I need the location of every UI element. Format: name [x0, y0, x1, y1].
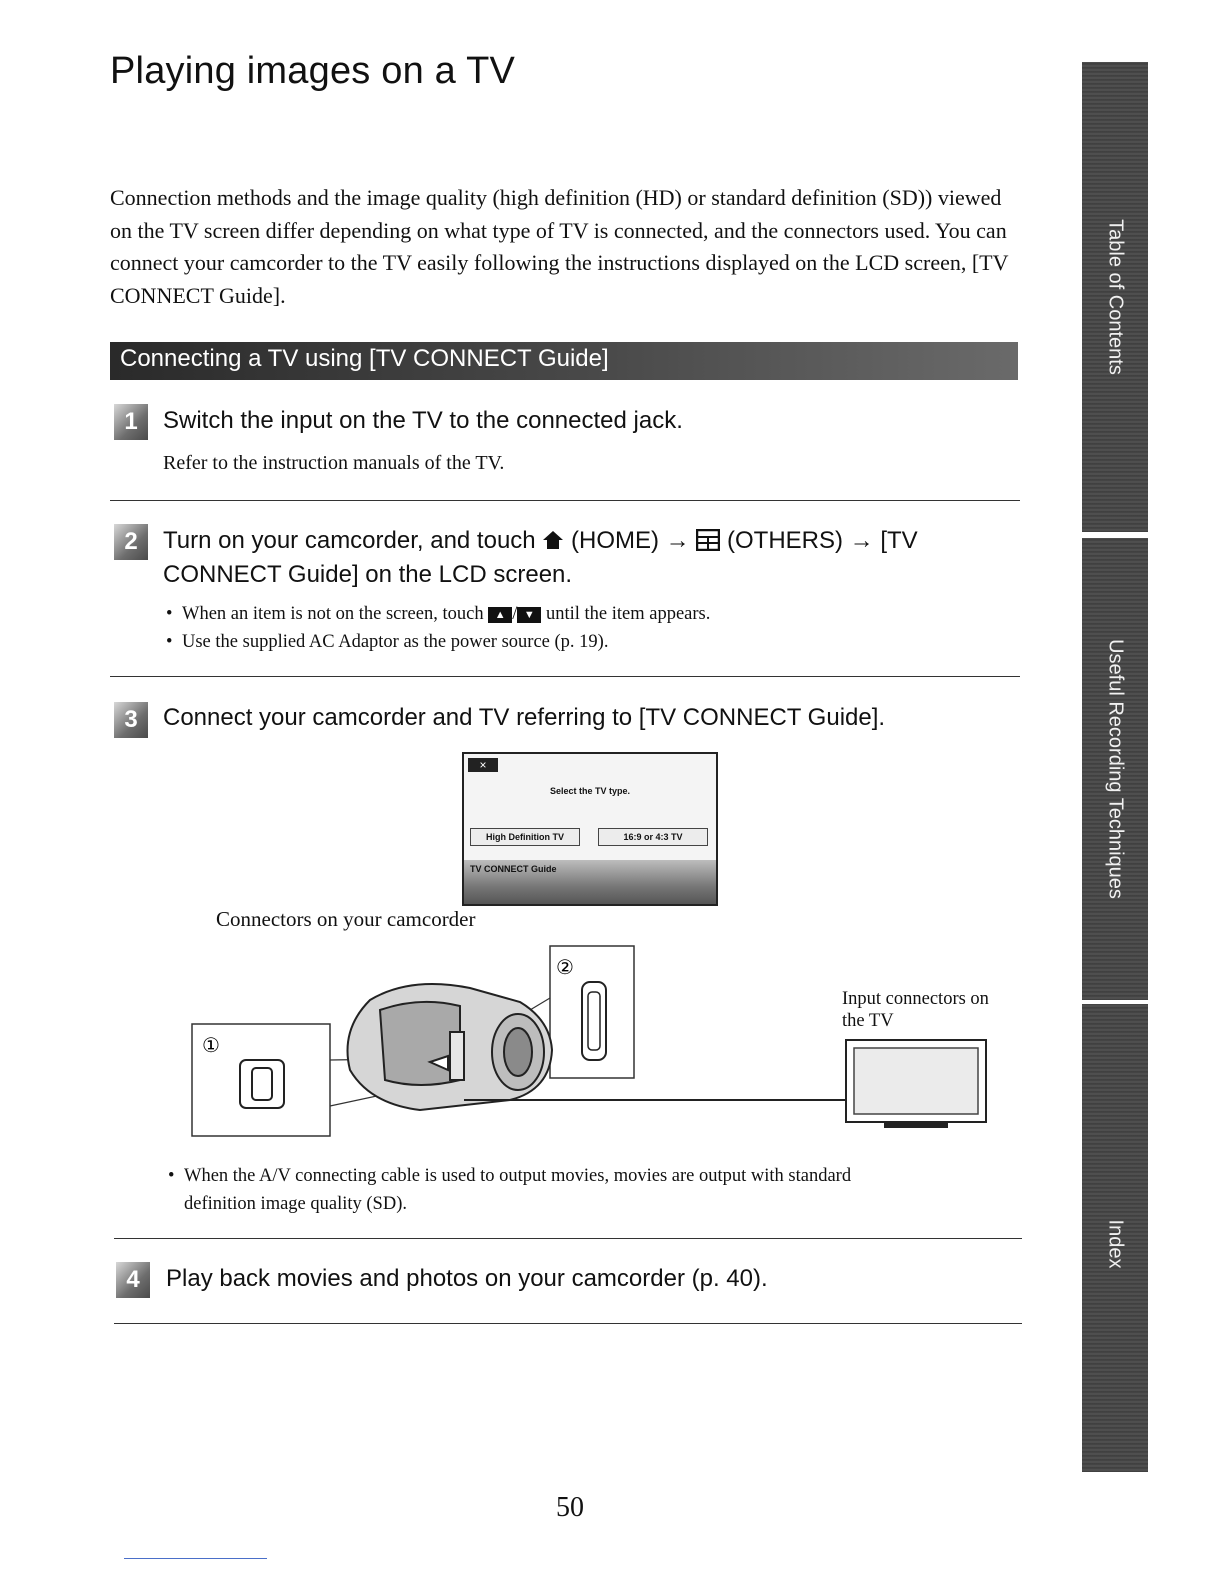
tab-index[interactable] — [1082, 1004, 1148, 1472]
others-icon — [696, 529, 720, 551]
lcd-option-sd: 16:9 or 4:3 TV — [598, 828, 708, 846]
camcorder-caption: Connectors on your camcorder — [216, 907, 476, 931]
step-3-bullet — [184, 1162, 1024, 1218]
scroll-up-icon: ▲ — [488, 607, 512, 623]
lcd-option-hd: High Definition TV — [470, 828, 580, 846]
home-label: (HOME) — [571, 527, 659, 554]
step-2-badge: 2 — [114, 524, 148, 560]
bullet-text: When an item is not on the screen, touch — [182, 604, 484, 624]
page-title: Playing images on a TV — [110, 50, 516, 92]
step-2-bullet-1: • When an item is not on the screen, touch ▲ / ▼ until the item appears. — [182, 600, 710, 628]
tv-icon — [846, 1040, 986, 1128]
step-2-text-b: [TV — [880, 527, 918, 554]
step-1-note: Refer to the instruction manuals of the TV. — [163, 452, 505, 474]
tab-label: Index — [1104, 1219, 1127, 1269]
tv-caption-line-1: Input connectors on — [842, 989, 989, 1009]
home-icon — [542, 530, 564, 550]
tab-label: Useful Recording Techniques — [1104, 639, 1127, 899]
bottom-link-underline[interactable] — [124, 1558, 267, 1559]
section-header-bar — [110, 342, 1018, 380]
lcd-screen-image — [462, 752, 718, 906]
step-4-badge: 4 — [116, 1262, 150, 1298]
tab-label: Table of Contents — [1104, 219, 1127, 375]
lcd-prompt: Select the TV type. — [549, 786, 631, 796]
step-4-heading: Play back movies and photos on your camcorder (p. 40). — [166, 1265, 768, 1292]
tab-useful-recording-techniques[interactable] — [1082, 538, 1148, 1000]
step-2-text-a: Turn on your camcorder, and touch — [163, 527, 536, 554]
step-1-badge: 1 — [114, 404, 148, 440]
intro-paragraph: Connection methods and the image quality (high definition (HD) or standard definition (SD)) viewed on the TV screen differ depending on what type of TV is connected, and the connectors used. You can connect your camcorder to the TV easily following the instructions displayed on the LCD screen, [TV CONNECT Guide]. — [110, 185, 1009, 308]
tab-table-of-contents[interactable] — [1082, 62, 1148, 532]
tv-caption-line-2: the TV — [842, 1011, 894, 1031]
step-2-text-c: CONNECT Guide] on the LCD screen. — [163, 561, 573, 588]
section-title: Connecting a TV using [TV CONNECT Guide] — [120, 345, 609, 372]
bullet-text: until the item appears. — [545, 604, 711, 624]
others-label: (OTHERS) — [727, 527, 843, 554]
bullet-text: definition image quality (SD). — [184, 1194, 407, 1214]
bullet-text: When the A/V connecting cable is used to output movies, movies are output with standard — [184, 1166, 852, 1186]
step-3-badge: 3 — [114, 702, 148, 738]
divider — [110, 500, 1020, 501]
connection-illustration — [180, 940, 1020, 1140]
step-2-heading — [163, 524, 1023, 592]
arrow-icon: → — [665, 527, 690, 554]
page-number: 50 — [556, 1492, 584, 1523]
marker-1: ① — [202, 1033, 220, 1057]
divider — [114, 1323, 1022, 1324]
lcd-footer-label: TV CONNECT Guide — [470, 864, 557, 874]
arrow-icon: → — [849, 527, 874, 554]
camcorder-icon — [348, 984, 553, 1110]
divider — [114, 1238, 1022, 1239]
divider — [110, 676, 1020, 677]
step-2-bullet-2: • Use the supplied AC Adaptor as the power source (p. 19). — [182, 628, 608, 656]
step-1-heading: Switch the input on the TV to the connected jack. — [163, 407, 683, 434]
scroll-down-icon: ▼ — [517, 607, 541, 623]
close-icon: × — [468, 758, 498, 772]
lcd-footer-bar — [464, 860, 716, 904]
step-3-heading: Connect your camcorder and TV referring to [TV CONNECT Guide]. — [163, 704, 886, 731]
marker-2: ② — [556, 955, 574, 979]
